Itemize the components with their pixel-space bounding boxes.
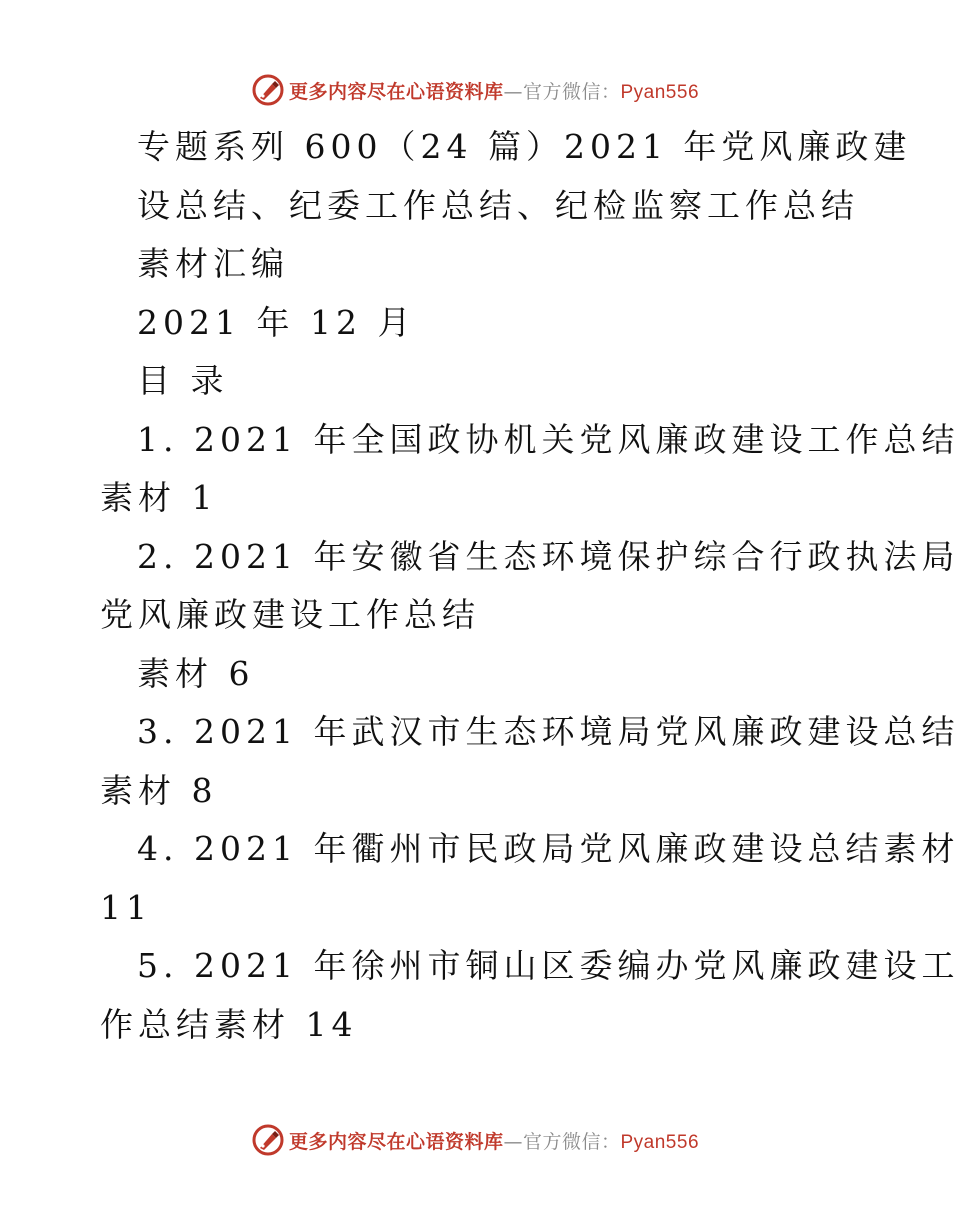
footer-watermark: [0, 1120, 950, 1160]
title-line-3: 素材汇编: [137, 244, 289, 283]
pen-logo-icon: [251, 73, 285, 107]
toc-entry-5-cont: 作总结素材 14: [100, 1004, 358, 1044]
document-date: 2021 年 12 月: [137, 302, 416, 342]
watermark-wechat-id: Pyan556: [620, 1131, 700, 1153]
toc-entry-5: 5. 2021 年徐州市铜山区委编办党风廉政建设工: [137, 946, 959, 985]
toc-entry-3-cont: 素材 8: [100, 770, 218, 810]
watermark-wechat-label: 官方微信：: [522, 1130, 621, 1153]
toc-entry-2-cont: 党风廉政建设工作总结: [100, 595, 480, 634]
watermark-separator: —: [503, 1130, 523, 1153]
watermark-text: [289, 77, 699, 104]
toc-entry-4: 4. 2021 年衢州市民政局党风廉政建设总结素材: [137, 829, 959, 868]
watermark-main: 更多内容尽在心语资料库: [288, 1130, 504, 1153]
watermark-separator: —: [503, 80, 523, 103]
document-body: [100, 118, 959, 1054]
watermark-wechat-label: 官方微信：: [522, 80, 621, 103]
watermark-wechat-id: Pyan556: [620, 81, 700, 103]
watermark-main: 更多内容尽在心语资料库: [288, 80, 504, 103]
title-line-1: 专题系列 600（24 篇）2021 年党风廉政建: [137, 127, 912, 166]
toc-entry-4-cont: 11: [100, 887, 152, 927]
toc-entry-2: 2. 2021 年安徽省生态环境保护综合行政执法局: [137, 536, 959, 576]
title-line-2: 设总结、纪委工作总结、纪检监察工作总结: [137, 185, 859, 225]
toc-entry-1-cont: 素材 1: [100, 478, 218, 517]
toc-heading: 目 录: [137, 361, 229, 400]
toc-entry-3: 3. 2021 年武汉市生态环境局党风廉政建设总结: [137, 712, 959, 751]
toc-entry-1: 1. 2021 年全国政协机关党风廉政建设工作总结: [137, 419, 959, 459]
toc-entry-2-page: 素材 6: [137, 653, 255, 693]
watermark-text: [289, 1127, 699, 1154]
header-watermark: [0, 70, 950, 110]
pen-logo-icon: [251, 1123, 285, 1157]
